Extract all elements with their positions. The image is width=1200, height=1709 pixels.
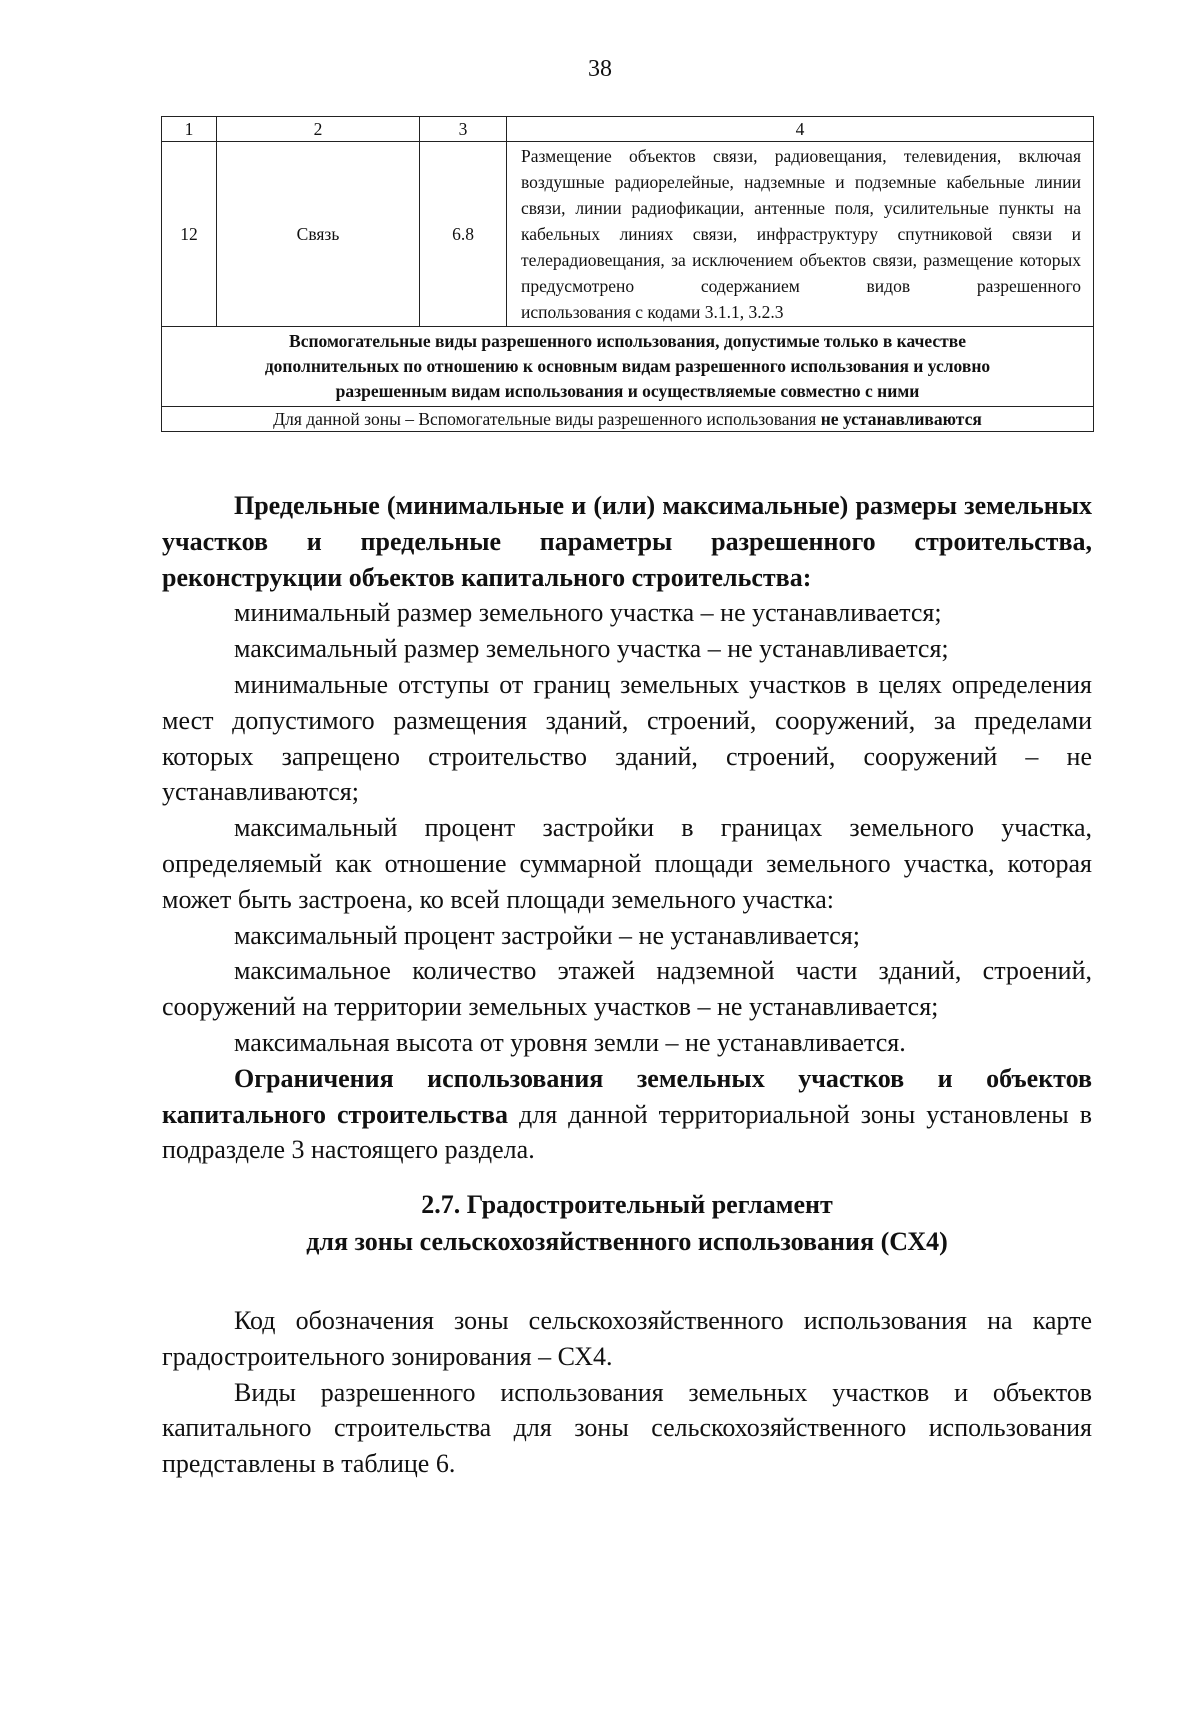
description-last-line: использования с кодами 3.1.1, 3.2.3 — [521, 302, 784, 322]
use-type-name: Связь — [217, 142, 420, 327]
aux-note-row — [162, 407, 1094, 432]
aux-note-bold: не устанавливаются — [820, 409, 982, 429]
col-header-2: 2 — [217, 117, 420, 142]
table-header-row — [162, 117, 1094, 142]
col-header-4: 4 — [507, 117, 1094, 142]
description-line: Размещение объектов связи, радиовещания, телевидения, — [521, 146, 1002, 166]
section-paragraph: Код обозначения зоны сельскохозяйственного использования на карте градостроительного зонирования – СХ4. — [162, 1306, 1092, 1371]
description-line: включая воздушные радиорелейные, надземные и подземные — [521, 146, 1081, 192]
limit-item: максимальный процент застройки в границах земельного участка, определяемый как отношение суммарной площади земельного участка, которая может быть застроена, ко всей площади земельного участка: — [162, 813, 1092, 914]
aux-use-heading — [162, 327, 1094, 407]
limit-item: максимальное количество этажей надземной части зданий, строений, сооружений на территории земельных участков – не устанавливается; — [162, 956, 1092, 1022]
limit-item: минимальный размер земельного участка – не устанавливается; — [234, 598, 942, 628]
description-line: предусмотрено содержанием видов разрешенного — [521, 276, 1081, 296]
limits-heading — [162, 488, 1092, 595]
section-paragraph: Виды разрешенного использования земельных участков и объектов капитального строительства для зоны сельскохозяйственного использования представлены в таблице 6. — [162, 1377, 1092, 1479]
section-body — [162, 1303, 1092, 1482]
permitted-use-table — [161, 116, 1094, 432]
aux-note-prefix: Для данной зоны – Вспомогательные виды разрешенного использования — [273, 409, 817, 429]
page-number: 38 — [588, 56, 612, 82]
aux-heading-line: разрешенным видам использования и осуществляемые совместно с ними — [335, 381, 920, 401]
limit-item: максимальный процент застройки – не устанавливается; — [234, 920, 860, 950]
section-title-line: 2.7. Градостроительный регламент — [421, 1190, 833, 1219]
col-header-3: 3 — [420, 117, 507, 142]
limits-section — [162, 488, 1092, 1168]
limit-item: минимальные отступы от границ земельных участков в целях определения мест допустимого размещения зданий, строений, сооружений, за пределами которых запрещено строительство зданий, строений, сооружений – не устанавливаются; — [162, 669, 1092, 807]
use-type-code: 6.8 — [420, 142, 507, 327]
limit-item: максимальный размер земельного участка – не устанавливается; — [234, 634, 949, 664]
restrictions-bold: Ограничения использования земельных участков и объектов капитального строительства — [162, 1063, 1092, 1129]
limit-item: максимальная высота от уровня земли – не устанавливается. — [234, 1027, 906, 1057]
description-line: кабельные линии связи, линии радиофикации, антенные поля, — [521, 172, 1082, 218]
restrictions-rest: для данной территориальной зоны установлены в подразделе 3 настоящего раздела. — [162, 1099, 1092, 1165]
section-title-line: для зоны сельскохозяйственного использования (СХ4) — [306, 1227, 948, 1256]
aux-heading-row — [162, 327, 1094, 407]
limits-heading-text: Предельные (минимальные и (или) максимальные) размеры земельных участков и предельные параметры разрешенного строительства, реконструкции объектов капитального строительства: — [162, 491, 1092, 592]
aux-heading-line: Вспомогательные виды разрешенного использования, допустимые только в качестве — [289, 331, 966, 351]
description-line: инфраструктуру спутниковой связи и телерадиовещания, за — [521, 224, 1081, 270]
description-line: усилительные пункты на кабельных линиях связи, — [521, 198, 1081, 244]
table-row — [162, 142, 1094, 327]
row-number: 12 — [162, 142, 217, 327]
restrictions-paragraph — [162, 1061, 1092, 1168]
aux-use-note — [162, 407, 1094, 432]
section-title — [162, 1186, 1092, 1260]
use-type-description — [507, 142, 1094, 327]
description-line: исключением объектов связи, размещение которых — [692, 250, 1081, 270]
col-header-1: 1 — [162, 117, 217, 142]
aux-heading-line: дополнительных по отношению к основным видам разрешенного использования и условно — [264, 356, 991, 376]
